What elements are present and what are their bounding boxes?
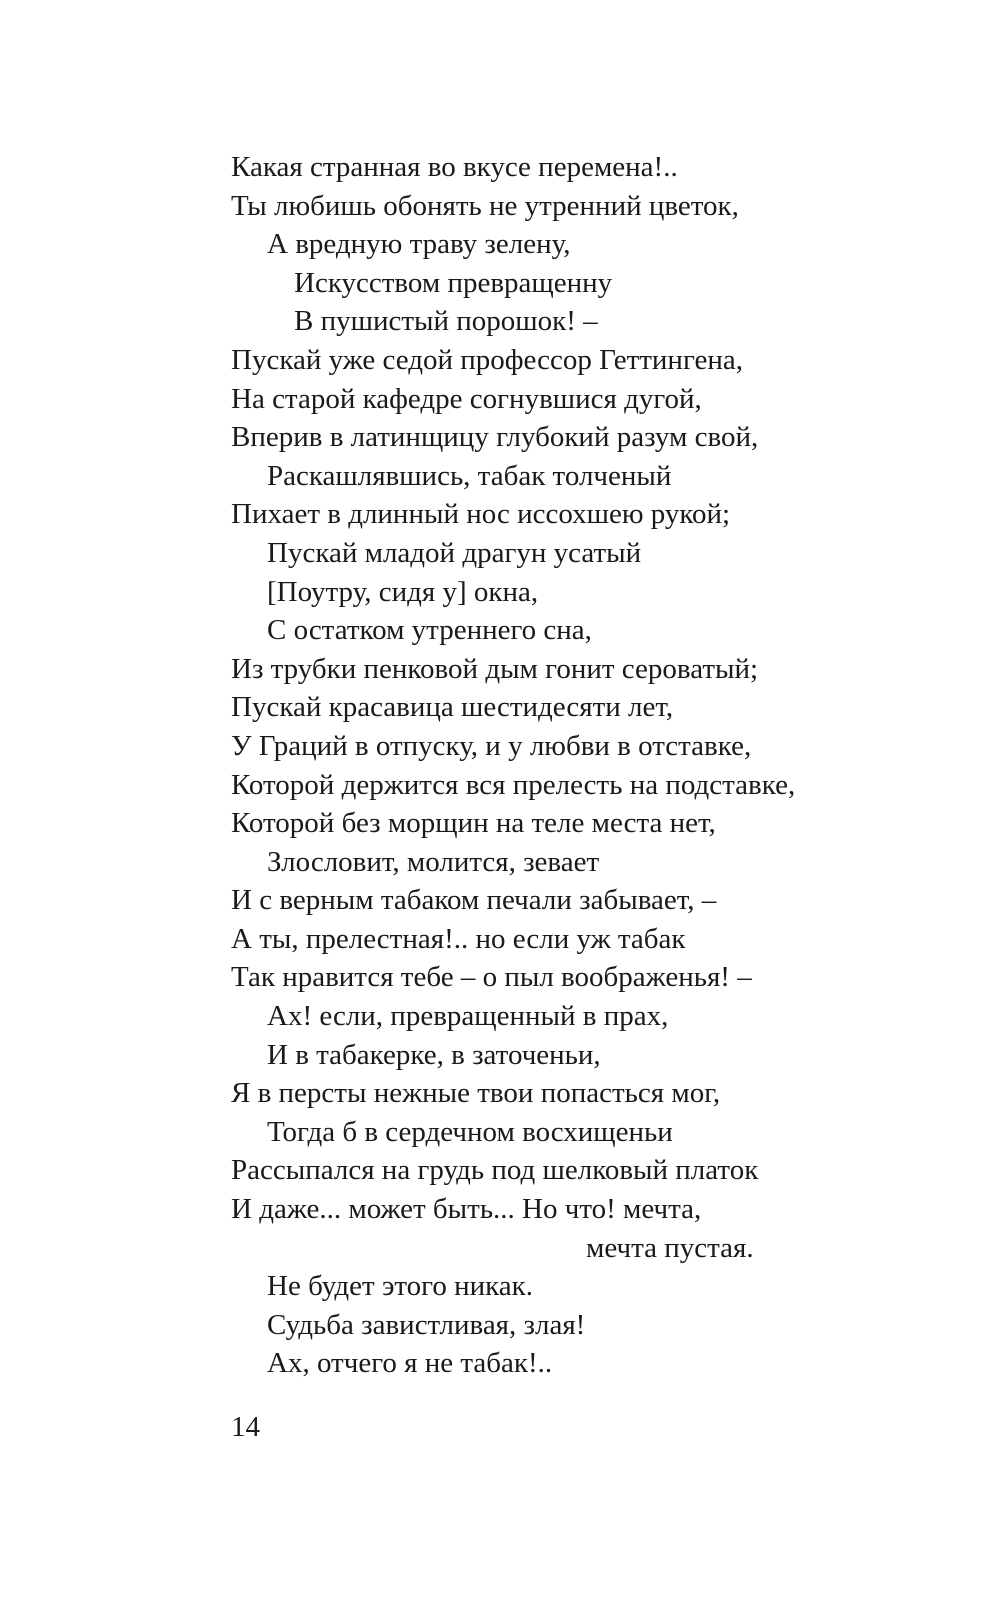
poem-line: Пускай красавица шестидесяти лет, xyxy=(231,691,674,724)
poem-line: Злословит, молится, зевает xyxy=(267,845,600,878)
poem-line: Я в персты нежные твои попасться мог, xyxy=(231,1077,721,1110)
poem-line: Рассыпался на грудь под шелковый платок xyxy=(231,1154,759,1187)
poem-line: На старой кафедре согнувшися дугой, xyxy=(231,382,702,415)
poem-line: Из трубки пенковой дым гонит сероватый; xyxy=(231,652,759,685)
poem-line: Так нравится тебе – о пыл воображенья! – xyxy=(231,961,752,994)
poem-line: [Поутру, сидя у] окна, xyxy=(267,575,539,608)
poem-line: Ах, отчего я не табак!.. xyxy=(267,1347,553,1380)
poem-line: Ты любишь обонять не утренний цветок, xyxy=(231,189,739,222)
poem-line: Искусством превращенну xyxy=(294,266,613,299)
poem-line: И даже... может быть... Но что! мечта, xyxy=(231,1193,702,1226)
poem-line: Не будет этого никак. xyxy=(267,1270,533,1303)
poem-line: А ты, прелестная!.. но если уж табак xyxy=(231,922,686,955)
poem-line: С остатком утреннего сна, xyxy=(267,614,592,647)
poem-line: Пихает в длинный нос иссохшею рукой; xyxy=(231,498,731,531)
poem-line: Которой без морщин на теле места нет, xyxy=(231,807,716,840)
poem-line: Раскашлявшись, табак толченый xyxy=(267,459,672,492)
poem-line: Вперив в латинщицу глубокий разум свой, xyxy=(231,421,759,454)
poem-line: Которой держится вся прелесть на подставке, xyxy=(231,768,796,801)
poem-line: А вредную траву зелену, xyxy=(267,228,571,261)
poem-line: У Граций в отпуску, и у любви в отставке, xyxy=(231,729,752,762)
poem-line: И с верным табаком печали забывает, – xyxy=(231,884,717,917)
poem-line: мечта пустая. xyxy=(586,1231,754,1264)
poem-line: Ах! если, превращенный в прах, xyxy=(267,1000,669,1033)
poem-line: Какая странная во вкусе перемена!.. xyxy=(231,151,678,183)
page-number: 14 xyxy=(231,1411,260,1443)
poem-text xyxy=(231,148,795,1383)
poem-line: Пускай уже седой профессор Геттингена, xyxy=(231,343,743,376)
poem-line: Судьба завистливая, злая! xyxy=(267,1308,586,1341)
poem-line: В пушистый порошок! – xyxy=(294,305,598,338)
poem-line: Тогда б в сердечном восхищеньи xyxy=(267,1115,673,1148)
poem-line: Пускай младой драгун усатый xyxy=(267,536,642,569)
poem-line: И в табакерке, в заточеньи, xyxy=(267,1038,601,1071)
